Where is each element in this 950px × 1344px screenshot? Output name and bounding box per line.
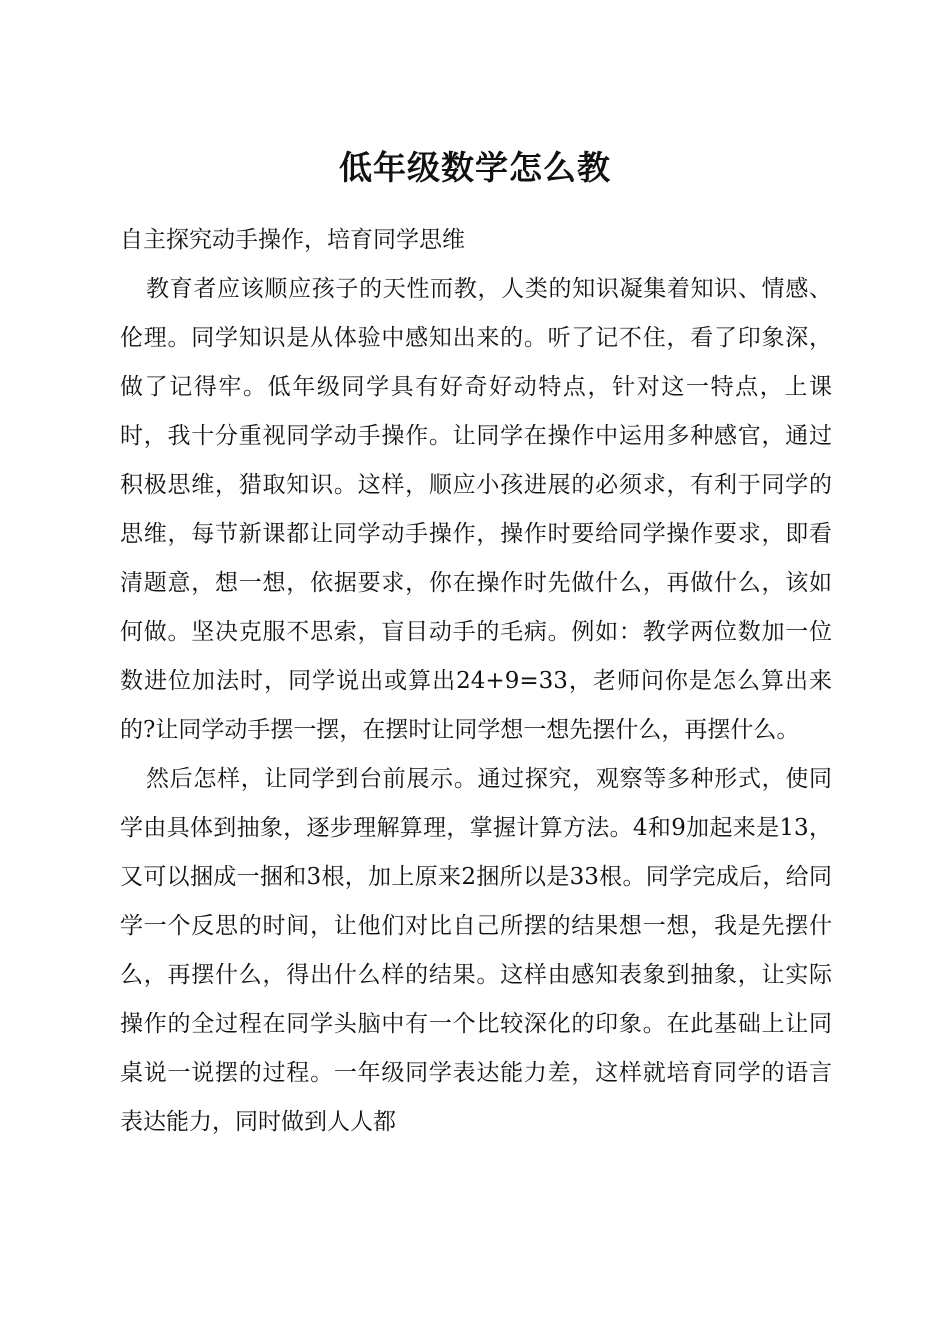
section-subheading: 自主探究动手操作，培育同学思维 (120, 227, 465, 253)
body-paragraph-2: 然后怎样，让同学到台前展示。通过探究，观察等多种形式，使同学由具体到抽象，逐步理解算理，掌握计算方法。4和9加起来是13，又可以捆成一捆和3根，加上原来2捆所以是33根。同学完成后，给同学一个反思的时间，让他们对比自己所摆的结果想一想，我是先摆什么，再摆什么，得出什么样的结果。这样由感知表象到抽象，让实际操作的全过程在同学头脑中有一个比较深化的印象。在此基础上让同桌说一说摆的过程。一年级同学表达能力差，这样就培育同学的语言表达能力，同时做到人人都 (120, 766, 832, 1135)
document-title: 低年级数学怎么教 (339, 148, 611, 187)
document-body (120, 216, 832, 1147)
body-paragraph-1: 教育者应该顺应孩子的天性而教，人类的知识凝集着知识、情感、伦理。同学知识是从体验中感知出来的。听了记不住，看了印象深，做了记得牢。低年级同学具有好奇好动特点，针对这一特点，上课时，我十分重视同学动手操作。让同学在操作中运用多种感官，通过积极思维，猎取知识。这样，顺应小孩进展的必须求，有利于同学的思维，每节新课都让同学动手操作，操作时要给同学操作要求，即看清题意，想一想，依据要求，你在操作时先做什么，再做什么，该如何做。坚决克服不思索，盲目动手的毛病。例如：教学两位数加一位数进位加法时，同学说出或算出24+9=33，老师问你是怎么算出来的?让同学动手摆一摆，在摆时让同学想一想先摆什么，再摆什么。 (120, 276, 832, 743)
